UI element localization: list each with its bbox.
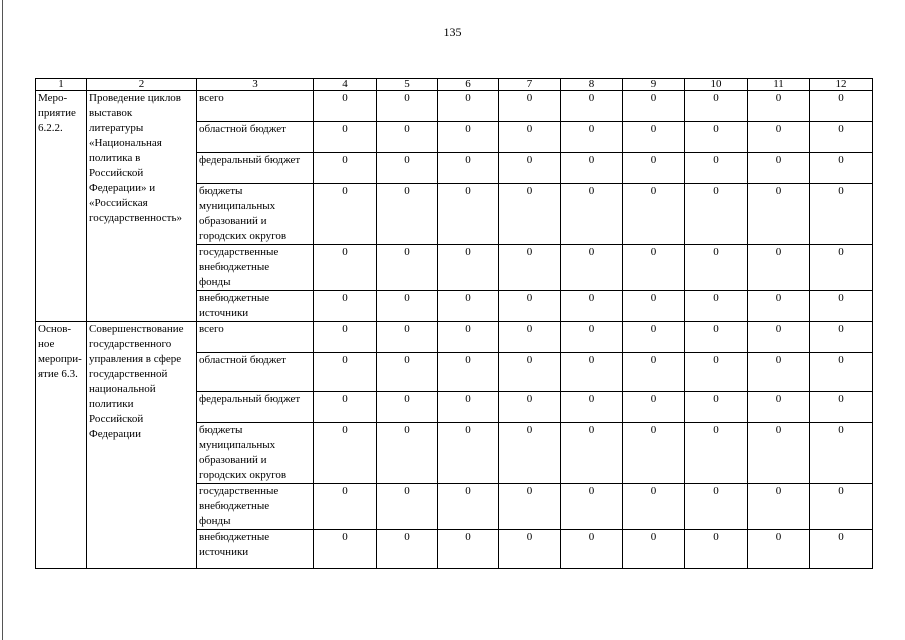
value-cell: 0: [623, 184, 685, 245]
value-cell: 0: [810, 153, 873, 184]
value-cell: 0: [561, 153, 623, 184]
value-cell: 0: [499, 91, 561, 122]
activity-title-line: государственного: [89, 338, 172, 350]
value-cell: 0: [314, 91, 377, 122]
value-cell: 0: [748, 392, 810, 423]
funding-source-line: источники: [199, 546, 249, 558]
value-cell: 0: [499, 153, 561, 184]
value-cell: 0: [499, 322, 561, 353]
value-cell: 0: [438, 91, 499, 122]
activity-code-line: 6.2.2.: [38, 122, 63, 134]
funding-source-line: муниципальных: [199, 439, 276, 451]
value-cell: 0: [314, 392, 377, 423]
value-cell: 0: [623, 291, 685, 322]
funding-source-cell: [197, 392, 314, 423]
funding-source-line: внебюджетные: [199, 500, 270, 512]
funding-source-line: фонды: [199, 515, 231, 527]
value-cell: 0: [499, 245, 561, 291]
value-cell: 0: [623, 423, 685, 484]
value-cell: 0: [685, 184, 748, 245]
value-cell: 0: [685, 322, 748, 353]
value-cell: 0: [810, 423, 873, 484]
activity-title-line: Совершенствование: [89, 323, 184, 335]
value-cell: 0: [561, 530, 623, 569]
value-cell: 0: [685, 423, 748, 484]
value-cell: 0: [810, 484, 873, 530]
funding-source-line: всего: [199, 323, 224, 335]
column-number-cell: 1: [36, 79, 87, 91]
value-cell: 0: [623, 484, 685, 530]
value-cell: 0: [561, 245, 623, 291]
value-cell: 0: [314, 291, 377, 322]
funding-source-cell: [197, 423, 314, 484]
value-cell: 0: [561, 392, 623, 423]
value-cell: 0: [561, 484, 623, 530]
value-cell: 0: [685, 245, 748, 291]
value-cell: 0: [438, 423, 499, 484]
value-cell: 0: [438, 530, 499, 569]
column-number-row: [36, 79, 873, 91]
value-cell: 0: [438, 484, 499, 530]
value-cell: 0: [810, 122, 873, 153]
funding-source-cell: [197, 122, 314, 153]
value-cell: 0: [810, 91, 873, 122]
column-number-cell: 11: [748, 79, 810, 91]
value-cell: 0: [623, 91, 685, 122]
value-cell: 0: [314, 184, 377, 245]
value-cell: 0: [810, 245, 873, 291]
value-cell: 0: [377, 122, 438, 153]
funding-source-line: всего: [199, 92, 224, 104]
activity-title-line: «Национальная: [89, 137, 162, 149]
column-number-cell: 2: [87, 79, 197, 91]
value-cell: 0: [748, 484, 810, 530]
value-cell: 0: [748, 122, 810, 153]
value-cell: 0: [438, 291, 499, 322]
activity-code-cell: [36, 91, 87, 322]
value-cell: 0: [314, 423, 377, 484]
value-cell: 0: [623, 322, 685, 353]
funding-source-cell: [197, 322, 314, 353]
value-cell: 0: [810, 322, 873, 353]
value-cell: 0: [685, 91, 748, 122]
activity-title-line: Российской: [89, 167, 144, 179]
value-cell: 0: [377, 530, 438, 569]
activity-title-line: государственность»: [89, 212, 182, 224]
funding-source-cell: [197, 353, 314, 392]
value-cell: 0: [499, 530, 561, 569]
value-cell: 0: [748, 423, 810, 484]
column-number-cell: 3: [197, 79, 314, 91]
activity-title-line: государственной: [89, 368, 168, 380]
value-cell: 0: [623, 392, 685, 423]
value-cell: 0: [685, 353, 748, 392]
funding-source-cell: [197, 484, 314, 530]
value-cell: 0: [377, 91, 438, 122]
value-cell: 0: [561, 353, 623, 392]
value-cell: 0: [810, 184, 873, 245]
funding-source-line: областной бюджет: [199, 123, 286, 135]
value-cell: 0: [377, 291, 438, 322]
funding-source-line: внебюджетные: [199, 261, 270, 273]
table-body: [36, 79, 873, 569]
value-cell: 0: [561, 184, 623, 245]
value-cell: 0: [561, 91, 623, 122]
activity-title-cell: [87, 91, 197, 322]
value-cell: 0: [748, 245, 810, 291]
activity-code-cell: [36, 322, 87, 569]
value-cell: 0: [438, 122, 499, 153]
funding-source-cell: [197, 245, 314, 291]
column-number-cell: 7: [499, 79, 561, 91]
value-cell: 0: [748, 184, 810, 245]
value-cell: 0: [314, 245, 377, 291]
funding-source-line: муниципальных: [199, 200, 276, 212]
value-cell: 0: [438, 392, 499, 423]
value-cell: 0: [377, 353, 438, 392]
activity-title-line: «Российская: [89, 197, 148, 209]
value-cell: 0: [685, 291, 748, 322]
value-cell: 0: [748, 322, 810, 353]
value-cell: 0: [499, 423, 561, 484]
column-number-cell: 10: [685, 79, 748, 91]
value-cell: 0: [377, 322, 438, 353]
funding-source-line: источники: [199, 307, 249, 319]
value-cell: 0: [623, 245, 685, 291]
activity-title-line: Проведение циклов: [89, 92, 181, 104]
activity-title-line: управления в сфере: [89, 353, 182, 365]
funding-source-cell: [197, 291, 314, 322]
value-cell: 0: [810, 353, 873, 392]
column-number-cell: 5: [377, 79, 438, 91]
value-cell: 0: [438, 184, 499, 245]
table-row: [36, 322, 873, 353]
value-cell: 0: [748, 91, 810, 122]
value-cell: 0: [377, 392, 438, 423]
activity-title-line: политика в: [89, 152, 141, 164]
value-cell: 0: [685, 484, 748, 530]
column-number-cell: 12: [810, 79, 873, 91]
funding-source-line: областной бюджет: [199, 354, 286, 366]
value-cell: 0: [377, 153, 438, 184]
activity-code-line: Основ-: [38, 323, 72, 335]
value-cell: 0: [438, 353, 499, 392]
activity-title-line: выставок: [89, 107, 133, 119]
funding-source-line: фонды: [199, 276, 231, 288]
funding-source-line: городских округов: [199, 230, 287, 242]
value-cell: 0: [810, 530, 873, 569]
activity-title-line: Российской: [89, 413, 144, 425]
value-cell: 0: [499, 353, 561, 392]
value-cell: 0: [685, 530, 748, 569]
value-cell: 0: [499, 484, 561, 530]
table-row: [36, 91, 873, 122]
funding-source-line: государственные: [199, 246, 279, 258]
activity-title-line: политики: [89, 398, 134, 410]
value-cell: 0: [377, 423, 438, 484]
value-cell: 0: [438, 322, 499, 353]
funding-source-line: федеральный бюджет: [199, 154, 301, 166]
value-cell: 0: [438, 245, 499, 291]
activity-title-line: национальной: [89, 383, 156, 395]
value-cell: 0: [810, 392, 873, 423]
value-cell: 0: [314, 530, 377, 569]
value-cell: 0: [623, 530, 685, 569]
value-cell: 0: [377, 245, 438, 291]
value-cell: 0: [748, 153, 810, 184]
column-number-cell: 9: [623, 79, 685, 91]
value-cell: 0: [561, 291, 623, 322]
value-cell: 0: [748, 530, 810, 569]
value-cell: 0: [685, 153, 748, 184]
value-cell: 0: [499, 392, 561, 423]
activity-title-line: Федерации» и: [89, 182, 156, 194]
funding-source-line: внебюджетные: [199, 531, 270, 543]
funding-source-line: бюджеты: [199, 185, 243, 197]
funding-source-cell: [197, 184, 314, 245]
funding-source-line: государственные: [199, 485, 279, 497]
funding-source-line: образований и: [199, 215, 267, 227]
value-cell: 0: [314, 122, 377, 153]
value-cell: 0: [377, 484, 438, 530]
value-cell: 0: [561, 322, 623, 353]
value-cell: 0: [748, 353, 810, 392]
value-cell: 0: [685, 122, 748, 153]
value-cell: 0: [499, 184, 561, 245]
activity-title-cell: [87, 322, 197, 569]
funding-source-line: городских округов: [199, 469, 287, 481]
column-number-cell: 6: [438, 79, 499, 91]
value-cell: 0: [438, 153, 499, 184]
funding-source-cell: [197, 530, 314, 569]
activity-code-line: ятие 6.3.: [38, 368, 78, 380]
value-cell: 0: [377, 184, 438, 245]
value-cell: 0: [685, 392, 748, 423]
column-number-cell: 8: [561, 79, 623, 91]
column-number-cell: 4: [314, 79, 377, 91]
value-cell: 0: [561, 122, 623, 153]
funding-source-line: бюджеты: [199, 424, 243, 436]
value-cell: 0: [623, 153, 685, 184]
activity-code-line: меропри-: [38, 353, 82, 365]
activity-code-line: приятие: [38, 107, 76, 119]
funding-source-line: образований и: [199, 454, 267, 466]
value-cell: 0: [314, 484, 377, 530]
budget-table: [35, 78, 873, 569]
page-number: 135: [443, 25, 462, 39]
value-cell: 0: [499, 291, 561, 322]
funding-source-line: внебюджетные: [199, 292, 270, 304]
value-cell: 0: [623, 122, 685, 153]
activity-code-line: Меро-: [38, 92, 68, 104]
activity-title-line: литературы: [89, 122, 144, 134]
funding-source-cell: [197, 153, 314, 184]
value-cell: 0: [748, 291, 810, 322]
value-cell: 0: [499, 122, 561, 153]
value-cell: 0: [314, 353, 377, 392]
value-cell: 0: [623, 353, 685, 392]
value-cell: 0: [314, 153, 377, 184]
value-cell: 0: [561, 423, 623, 484]
activity-code-line: ное: [38, 338, 55, 350]
value-cell: 0: [314, 322, 377, 353]
funding-source-line: федеральный бюджет: [199, 393, 301, 405]
funding-source-cell: [197, 91, 314, 122]
value-cell: 0: [810, 291, 873, 322]
activity-title-line: Федерации: [89, 428, 141, 440]
scan-edge-line: [2, 0, 3, 640]
